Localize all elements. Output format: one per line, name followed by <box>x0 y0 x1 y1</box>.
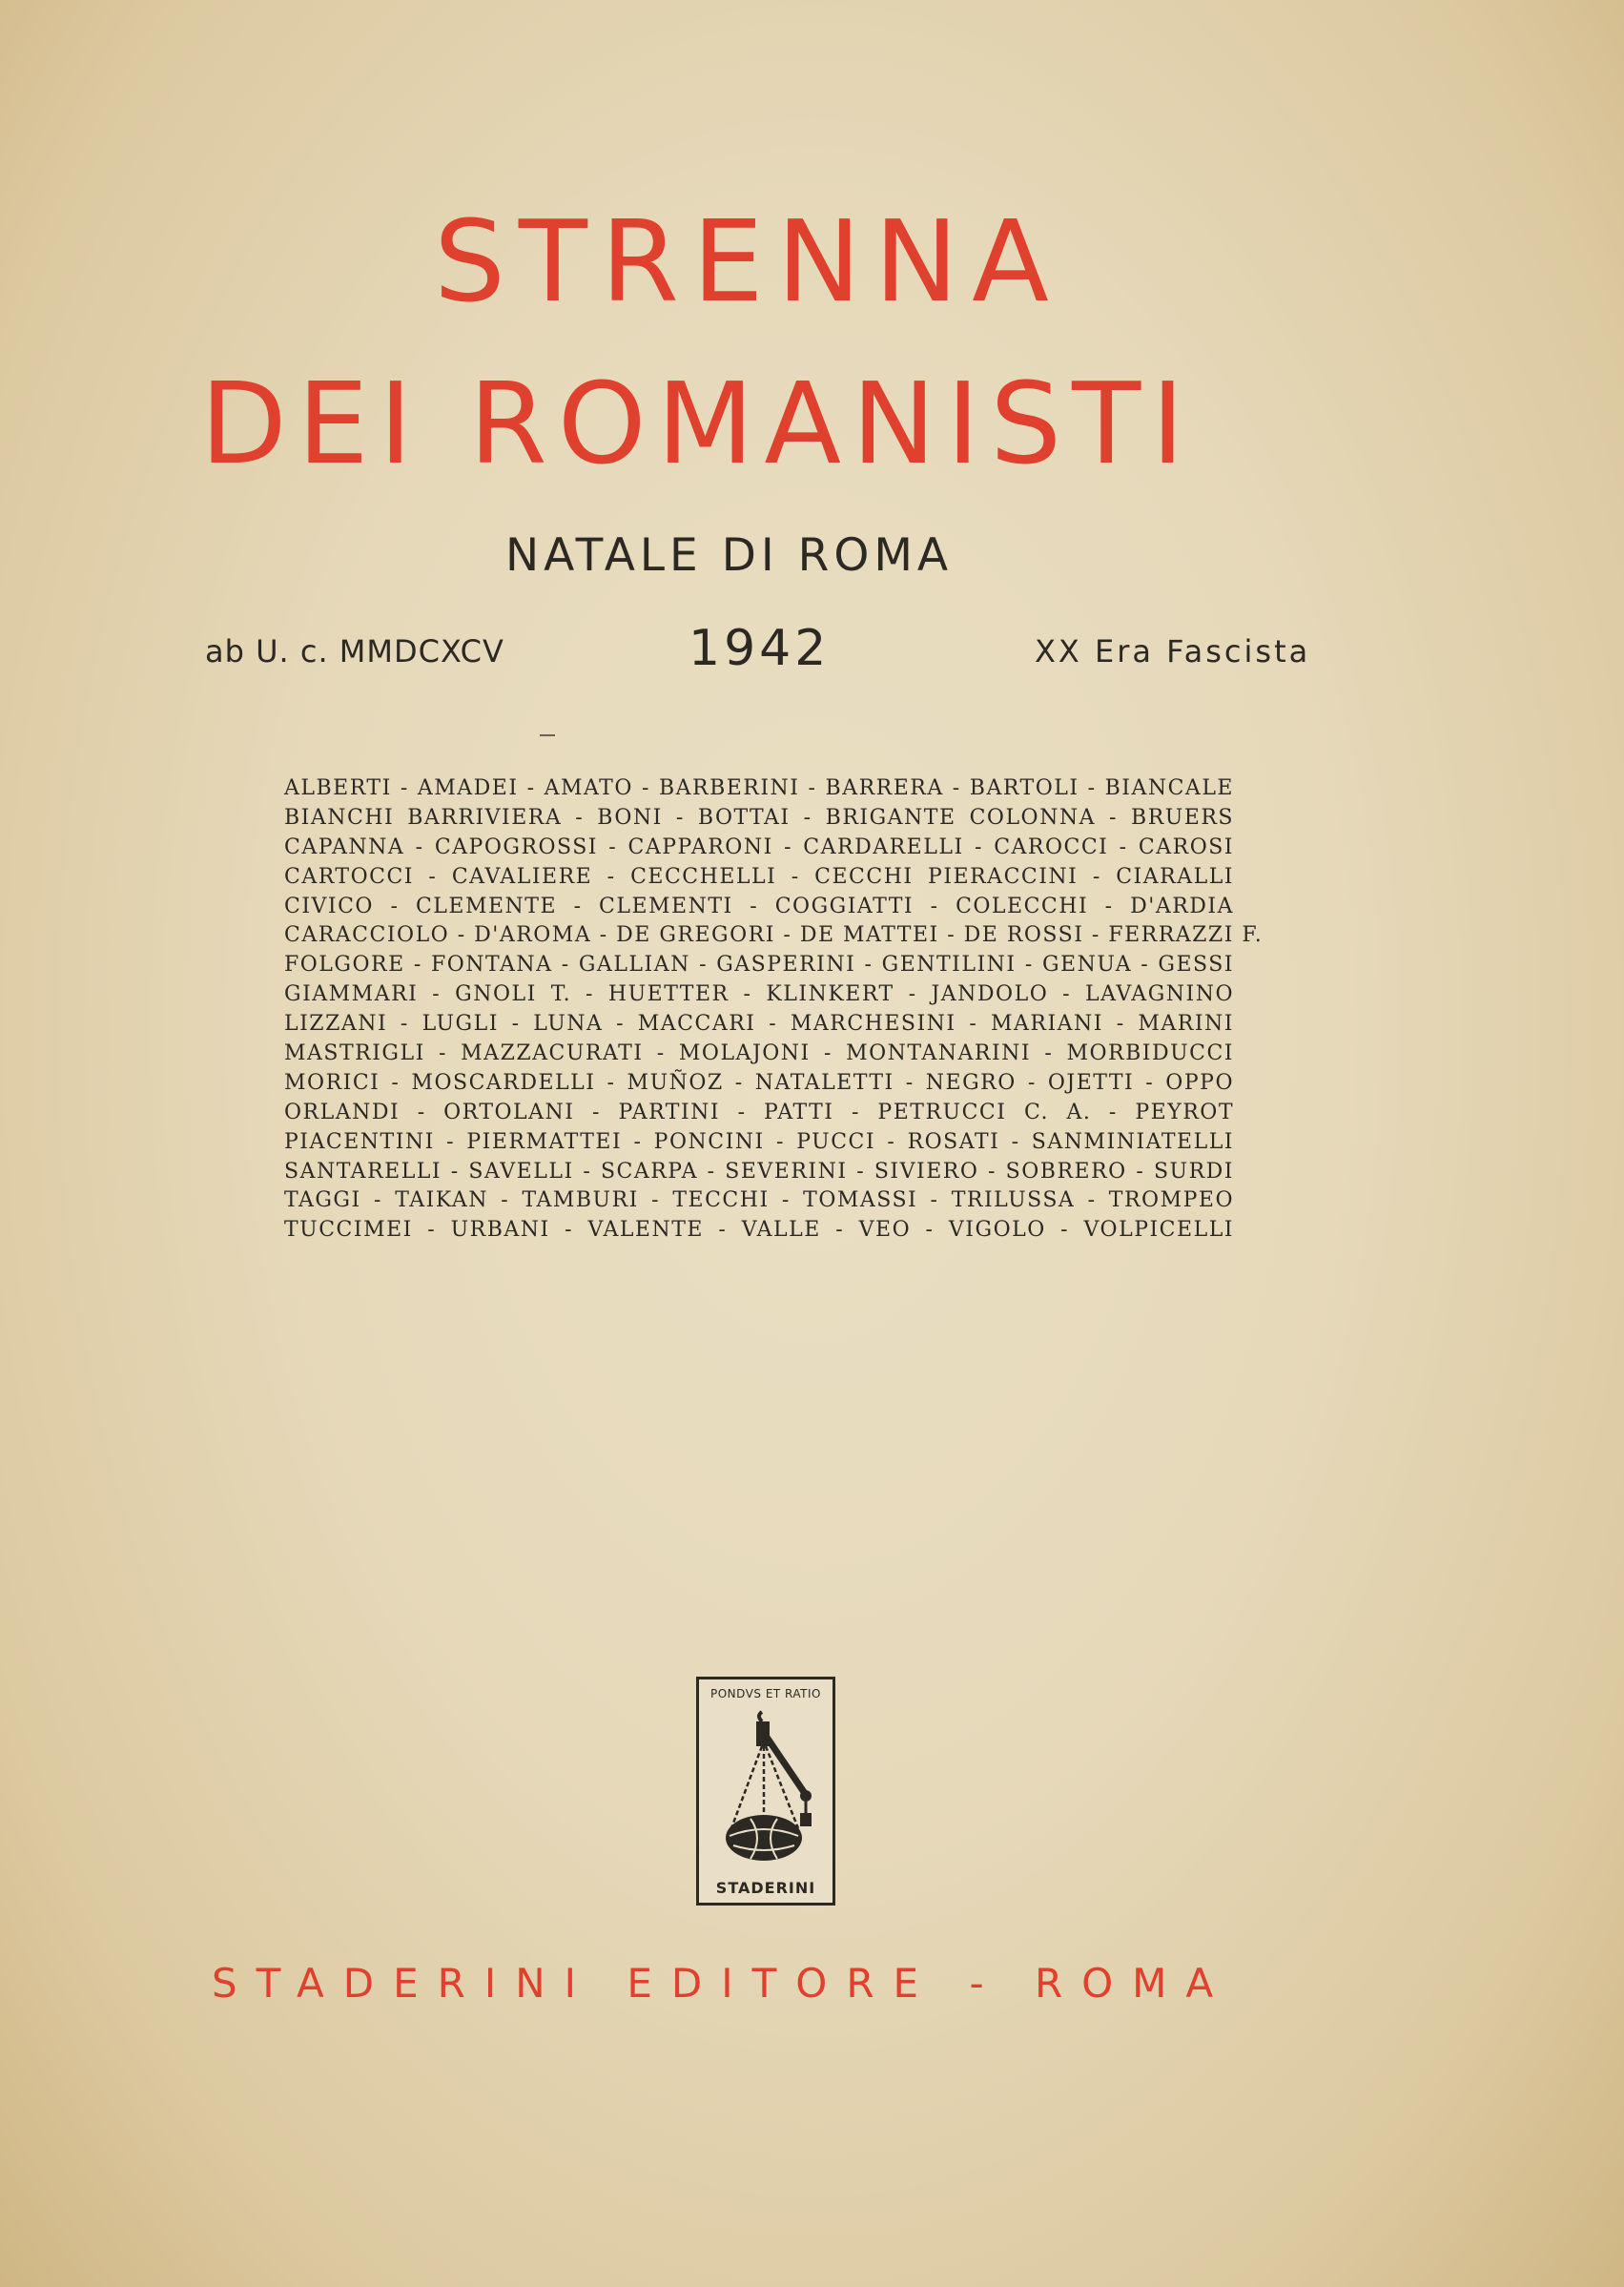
author-list <box>284 774 1264 1246</box>
steelyard-scale-icon <box>707 1704 825 1876</box>
publication-year: 1942 <box>689 620 831 677</box>
logo-brand: STADERINI <box>715 1879 816 1897</box>
author-line: CARACCIOLO - D'AROMA - DE GREGORI - DE MATTEI - DE ROSSI - FERRAZZI F. <box>284 923 1264 948</box>
author-line: MORICI - MOSCARDELLI - MUÑOZ - NATALETTI - NEGRO - OJETTI - OPPO <box>284 1070 1234 1095</box>
era-year: XX Era Fascista <box>1035 633 1311 670</box>
author-line: BIANCHI BARRIVIERA - BONI - BOTTAI - BRIGANTE COLONNA - BRUERS <box>284 805 1234 830</box>
author-line: ORLANDI - ORTOLANI - PARTINI - PATTI - PETRUCCI C. A. - PEYROT <box>284 1100 1234 1124</box>
author-line: ALBERTI - AMADEI - AMATO - BARBERINI - BARRERA - BARTOLI - BIANCALE <box>284 776 1234 800</box>
author-line: CARTOCCI - CAVALIERE - CECCHELLI - CECCHI PIERACCINI - CIARALLI <box>284 864 1234 889</box>
author-line: LIZZANI - LUGLI - LUNA - MACCARI - MARCHESINI - MARIANI - MARINI <box>284 1012 1234 1037</box>
author-line: TAGGI - TAIKAN - TAMBURI - TECCHI - TOMASSI - TRILUSSA - TROMPEO <box>284 1188 1234 1213</box>
author-line: CIVICO - CLEMENTE - CLEMENTI - COGGIATTI - COLECCHI - D'ARDIA <box>284 894 1234 918</box>
title-line-1: STRENNA <box>434 196 1062 327</box>
author-line: TUCCIMEI - URBANI - VALENTE - VALLE - VEO - VIGOLO - VOLPICELLI <box>284 1218 1234 1243</box>
logo-motto: PONDVS ET RATIO <box>710 1687 821 1700</box>
author-line: MASTRIGLI - MAZZACURATI - MOLAJONI - MONTANARINI - MORBIDUCCI <box>284 1041 1234 1066</box>
subtitle: NATALE DI ROMA <box>505 529 954 582</box>
roman-year: ab U. c. MMDCXCV <box>205 633 504 670</box>
author-line: FOLGORE - FONTANA - GALLIAN - GASPERINI - GENTILINI - GENUA - GESSI <box>284 953 1234 978</box>
author-line: PIACENTINI - PIERMATTEI - PONCINI - PUCCI - ROSATI - SANMINIATELLI <box>284 1129 1234 1154</box>
author-line: SANTARELLI - SAVELLI - SCARPA - SEVERINI - SIVIERO - SOBRERO - SURDI <box>284 1159 1234 1184</box>
author-line: GIAMMARI - GNOLI T. - HUETTER - KLINKERT - JANDOLO - LAVAGNINO <box>284 982 1234 1007</box>
dateline <box>0 620 1624 687</box>
title-line-2: DEI ROMANISTI <box>200 358 1195 489</box>
publisher-imprint: STADERINI EDITORE - ROMA <box>212 1960 1233 2007</box>
author-line: CAPANNA - CAPOGROSSI - CAPPARONI - CARDARELLI - CAROCCI - CAROSI <box>284 834 1234 859</box>
publisher-logo <box>696 1677 835 1906</box>
separator-dash <box>540 734 555 736</box>
